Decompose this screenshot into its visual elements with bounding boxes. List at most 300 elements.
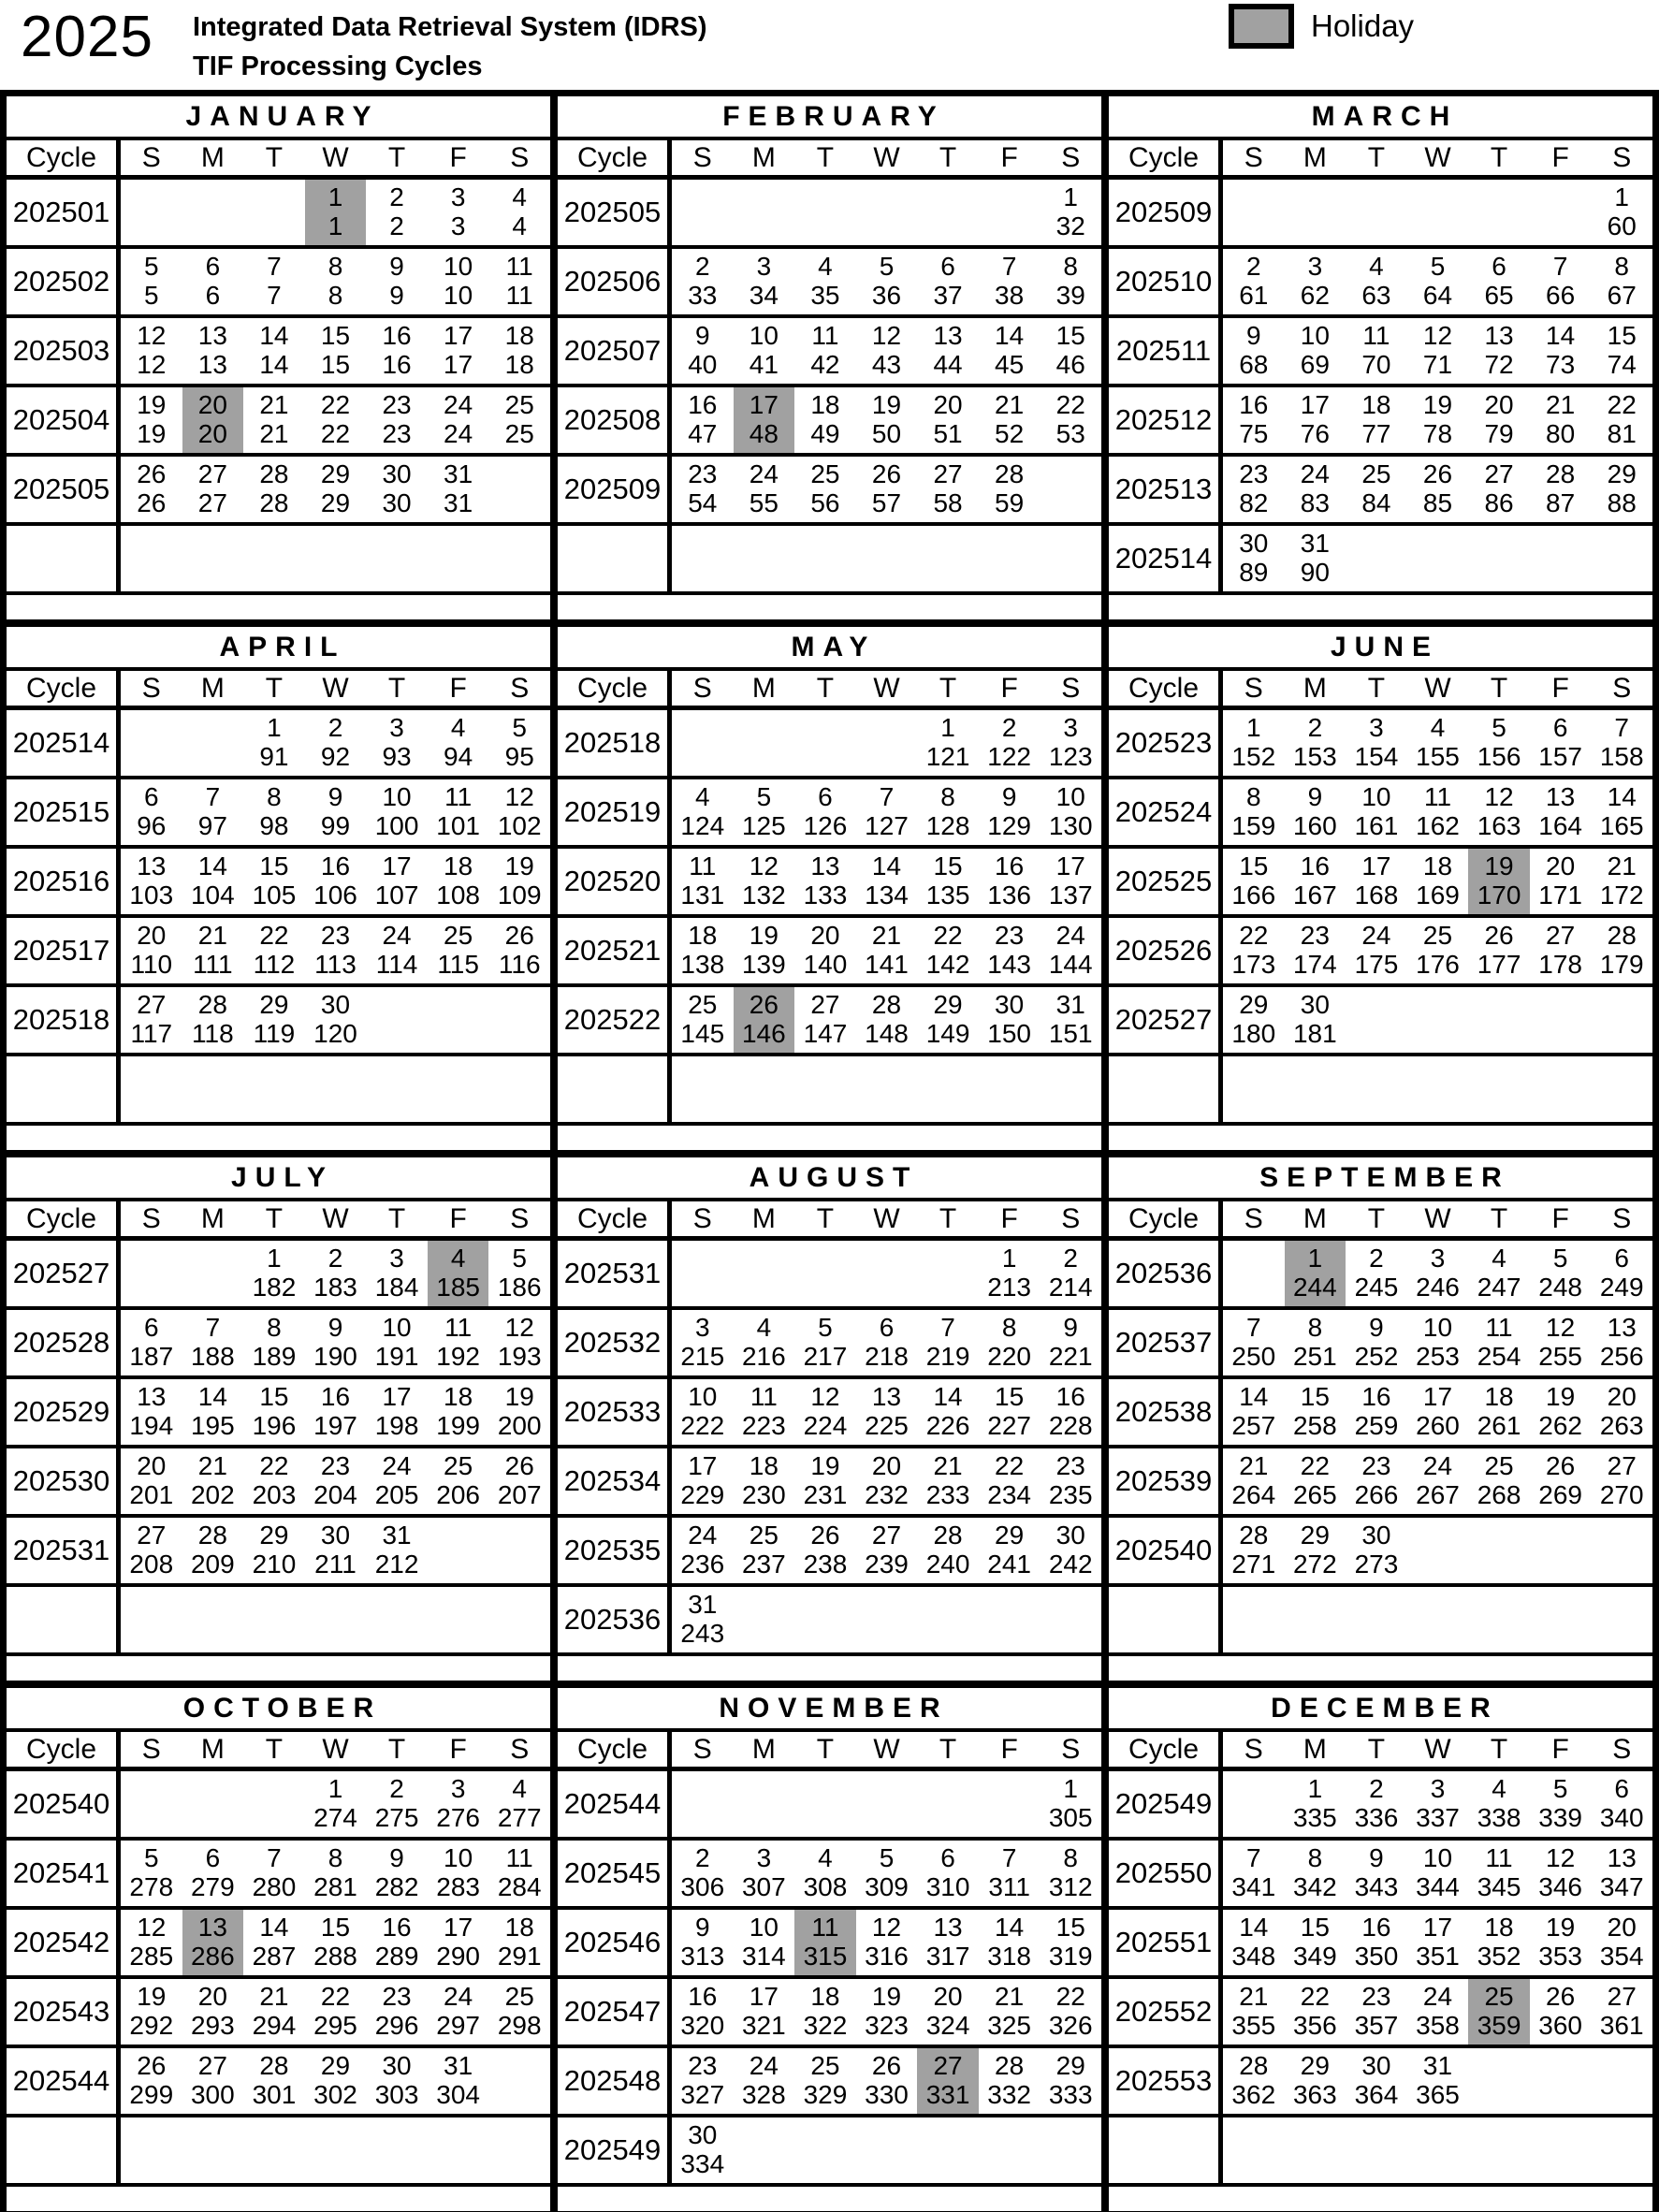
- day-of-week-header: T: [939, 141, 957, 173]
- day-of-year: 239: [865, 1550, 909, 1579]
- day-of-month: 7: [205, 1313, 221, 1342]
- cycle-label: 202532: [558, 1310, 672, 1375]
- cycle-row: [7, 526, 550, 595]
- day-of-week-header: T: [1367, 1733, 1386, 1765]
- day-of-month: 8: [327, 252, 343, 281]
- day-cell: [794, 1518, 856, 1583]
- day-cell: [1285, 1910, 1346, 1975]
- day-of-month: 15: [320, 321, 351, 350]
- day-of-week-header: W: [322, 1202, 349, 1234]
- day-of-month: 4: [818, 252, 833, 281]
- day-cell: [1468, 1771, 1530, 1837]
- day-of-month: 18: [1484, 1913, 1514, 1942]
- day-of-week-header: M: [1302, 1202, 1327, 1234]
- day-of-month: 15: [1055, 321, 1085, 350]
- day-of-year: 179: [1599, 950, 1644, 979]
- day-of-month: 8: [1063, 1843, 1078, 1872]
- cycle-row: [1109, 710, 1652, 779]
- day-of-month: 18: [444, 1382, 473, 1411]
- day-of-year: 261: [1477, 1411, 1521, 1440]
- day-cell: [856, 318, 918, 384]
- day-cell: [1530, 1056, 1592, 1122]
- day-of-year: 201: [129, 1480, 174, 1509]
- day-of-month: 13: [1607, 1843, 1637, 1872]
- cycle-column-header: Cycle: [1109, 1732, 1223, 1767]
- day-of-month: 18: [1422, 851, 1453, 880]
- day-of-year: 79: [1484, 419, 1514, 448]
- month-footer: [558, 2187, 1101, 2211]
- day-of-month: 13: [933, 1913, 963, 1942]
- day-of-month: 26: [1484, 921, 1514, 950]
- day-cell: [428, 1910, 489, 1975]
- month-title: JUNE: [1109, 627, 1652, 671]
- day-cell: [672, 1379, 734, 1445]
- day-of-month: 17: [382, 1382, 412, 1411]
- day-cell: [488, 1587, 550, 1652]
- day-cell: [305, 987, 367, 1053]
- day-cell: [1223, 1241, 1285, 1306]
- day-of-month: 14: [1607, 782, 1637, 811]
- day-of-year: 46: [1055, 350, 1085, 379]
- day-of-month: 6: [879, 1313, 895, 1342]
- day-cell: [366, 779, 428, 845]
- day-cell: [428, 387, 489, 453]
- day-of-month: 28: [995, 459, 1025, 488]
- day-cell: [305, 457, 367, 522]
- day-cell: [121, 526, 182, 591]
- day-of-year: 188: [190, 1342, 235, 1371]
- cycle-row: [558, 1518, 1101, 1587]
- day-of-month: 16: [1361, 1382, 1391, 1411]
- day-of-year: 153: [1292, 742, 1337, 771]
- day-of-month: 20: [933, 1982, 963, 2011]
- day-of-year: 100: [374, 811, 419, 840]
- day-of-year: 335: [1292, 1803, 1337, 1832]
- day-of-month: 25: [1422, 921, 1453, 950]
- day-of-month: 22: [1300, 1982, 1330, 2011]
- day-of-week-header: M: [200, 141, 225, 173]
- day-of-year: 146: [741, 1019, 786, 1048]
- day-of-month: 19: [1422, 390, 1453, 419]
- day-cell: [917, 1310, 979, 1375]
- day-of-year: 221: [1048, 1342, 1093, 1371]
- day-of-month: 3: [756, 1843, 772, 1872]
- day-of-year: 355: [1231, 2011, 1276, 2040]
- day-cell: [1530, 249, 1592, 314]
- day-of-month: 4: [818, 1843, 833, 1872]
- day-cell: [1591, 2048, 1652, 2114]
- day-of-month: 19: [871, 1982, 902, 2011]
- day-cell: [1285, 849, 1346, 914]
- day-of-year: 225: [865, 1411, 909, 1440]
- day-of-year: 167: [1292, 880, 1337, 910]
- day-cell: [1346, 1448, 1407, 1514]
- day-of-year: 93: [382, 742, 412, 771]
- day-of-year: 44: [933, 350, 963, 379]
- day-cell: [428, 457, 489, 522]
- day-of-month: 22: [320, 1982, 351, 2011]
- day-cell: [734, 918, 795, 983]
- day-cell: [734, 249, 795, 314]
- day-of-year: 354: [1599, 1942, 1644, 1971]
- day-cell: [1223, 987, 1285, 1053]
- day-of-year: 182: [252, 1273, 297, 1302]
- cycle-label: 202551: [1109, 1910, 1223, 1975]
- cycle-label: 202519: [558, 779, 672, 845]
- day-of-month: 12: [1422, 321, 1453, 350]
- day-cell: [488, 1310, 550, 1375]
- day-of-year: 276: [436, 1803, 480, 1832]
- day-of-month: 1: [1063, 182, 1078, 211]
- day-cell: [1040, 180, 1101, 245]
- day-of-year: 217: [803, 1342, 848, 1371]
- cycle-label: 202504: [7, 387, 121, 453]
- day-cell: [488, 918, 550, 983]
- month-footer: [558, 595, 1101, 619]
- day-of-month: 9: [1307, 782, 1323, 811]
- day-cell: [979, 457, 1041, 522]
- day-of-month: 12: [504, 1313, 534, 1342]
- day-of-month: 19: [1484, 851, 1514, 880]
- day-cell: [1285, 1448, 1346, 1514]
- day-of-year: 362: [1231, 2080, 1276, 2109]
- day-of-year: 40: [688, 350, 718, 379]
- day-cell: [1468, 526, 1530, 591]
- day-of-year: 200: [497, 1411, 542, 1440]
- day-of-month: 22: [320, 390, 351, 419]
- day-of-month: 5: [143, 1843, 159, 1872]
- day-of-month: 27: [137, 990, 167, 1019]
- day-cell: [979, 1518, 1041, 1583]
- day-of-month: 29: [1300, 1521, 1330, 1550]
- day-of-month: 2: [1245, 252, 1261, 281]
- day-of-year: 340: [1599, 1803, 1644, 1832]
- day-of-year: 121: [925, 742, 970, 771]
- day-of-year: 249: [1599, 1273, 1644, 1302]
- day-cell: [1530, 180, 1592, 245]
- day-of-year: 211: [314, 1550, 357, 1579]
- day-of-week-header: M: [751, 1733, 776, 1765]
- day-of-month: 1: [1307, 1774, 1323, 1803]
- day-cell: [243, 1310, 305, 1375]
- day-cell: [366, 457, 428, 522]
- day-cell: [1040, 1841, 1101, 1906]
- day-of-year: 204: [313, 1480, 357, 1509]
- day-of-year: 24: [444, 419, 473, 448]
- day-cell: [794, 1587, 856, 1652]
- day-of-week-header: S: [1244, 672, 1263, 704]
- cycle-label: 202509: [558, 457, 672, 522]
- day-of-month: 7: [1614, 713, 1629, 742]
- cycle-label: 202517: [7, 918, 121, 983]
- day-cell: [1285, 1841, 1346, 1906]
- cycle-row: [1109, 2048, 1652, 2117]
- day-of-month: 13: [810, 851, 840, 880]
- day-cell: [243, 2117, 305, 2183]
- day-cell: [182, 987, 244, 1053]
- day-of-year: 131: [680, 880, 725, 910]
- day-of-month: 4: [1430, 713, 1446, 742]
- day-cell: [182, 1587, 244, 1652]
- day-cell: [243, 1979, 305, 2045]
- day-of-year: 123: [1048, 742, 1093, 771]
- day-of-year: 1: [327, 211, 343, 240]
- day-of-month: 28: [197, 1521, 227, 1550]
- day-of-year: 178: [1538, 950, 1582, 979]
- day-of-year: 334: [680, 2149, 725, 2178]
- day-of-year: 207: [497, 1480, 542, 1509]
- day-cell: [794, 457, 856, 522]
- day-of-month: 12: [1546, 1843, 1576, 1872]
- cycle-column-header: Cycle: [7, 671, 121, 706]
- day-cell: [1285, 526, 1346, 591]
- day-of-year: 48: [749, 419, 779, 448]
- day-of-week-header: F: [1551, 141, 1569, 173]
- cycle-label: 202505: [7, 457, 121, 522]
- day-of-year: 97: [197, 811, 227, 840]
- cycle-label: 202534: [558, 1448, 672, 1514]
- day-of-year: 236: [680, 1550, 725, 1579]
- day-cell: [1223, 1448, 1285, 1514]
- day-of-month: 20: [197, 390, 227, 419]
- day-cell: [121, 1979, 182, 2045]
- day-of-month: 30: [1239, 529, 1269, 558]
- day-of-year: 165: [1599, 811, 1644, 840]
- day-of-month: 25: [749, 1521, 779, 1550]
- day-of-month: 1: [1001, 1244, 1017, 1273]
- day-cell: [366, 387, 428, 453]
- day-of-month: 29: [320, 459, 351, 488]
- day-cell: [856, 180, 918, 245]
- day-cell: [121, 779, 182, 845]
- day-cell: [1591, 1518, 1652, 1583]
- day-of-month: 3: [389, 713, 404, 742]
- day-of-month: 24: [688, 1521, 718, 1550]
- day-cell: [1407, 1587, 1469, 1652]
- day-of-year: 104: [190, 880, 235, 910]
- day-cell: [182, 1518, 244, 1583]
- month-title: DECEMBER: [1109, 1688, 1652, 1732]
- day-of-week-header: F: [449, 672, 467, 704]
- day-of-week-header: S: [1061, 1202, 1081, 1234]
- day-cell: [794, 249, 856, 314]
- day-of-month: 21: [995, 390, 1025, 419]
- day-cell: [1407, 457, 1469, 522]
- day-cell: [1407, 1841, 1469, 1906]
- day-of-month: 2: [694, 1843, 710, 1872]
- day-cell: [1223, 1587, 1285, 1652]
- day-cell: [428, 2117, 489, 2183]
- day-cell: [1346, 180, 1407, 245]
- day-of-month: 29: [1239, 990, 1269, 1019]
- day-cell: [1591, 180, 1652, 245]
- day-of-year: 218: [865, 1342, 909, 1371]
- cycle-row: [7, 1448, 550, 1518]
- day-of-month: 23: [1361, 1451, 1391, 1480]
- day-of-year: 268: [1477, 1480, 1521, 1509]
- day-of-year: 214: [1048, 1273, 1093, 1302]
- day-of-month: 15: [259, 851, 289, 880]
- day-cell: [428, 1841, 489, 1906]
- day-cell: [917, 1448, 979, 1514]
- day-cell: [1040, 1771, 1101, 1837]
- day-of-year: 31: [444, 488, 473, 517]
- day-of-month: 24: [444, 1982, 473, 2011]
- day-of-year: 323: [865, 2011, 909, 2040]
- day-of-month: 19: [504, 1382, 534, 1411]
- day-of-year: 265: [1292, 1480, 1337, 1509]
- cycle-row: [558, 710, 1101, 779]
- day-of-year: 304: [436, 2080, 480, 2109]
- day-of-year: 305: [1048, 1803, 1093, 1832]
- day-cell: [1591, 918, 1652, 983]
- day-cell: [1223, 387, 1285, 453]
- day-of-month: 12: [871, 321, 902, 350]
- day-of-month: 28: [871, 990, 902, 1019]
- day-of-year: 22: [320, 419, 351, 448]
- day-cell: [1407, 1379, 1469, 1445]
- day-cell: [182, 249, 244, 314]
- cycle-label: 202527: [1109, 987, 1223, 1053]
- cycle-row: [7, 1379, 550, 1448]
- day-of-month: 20: [933, 390, 963, 419]
- cycle-label: 202537: [1109, 1310, 1223, 1375]
- day-cell: [1591, 1979, 1652, 2045]
- day-of-year: 50: [871, 419, 902, 448]
- day-of-month: 24: [382, 1451, 412, 1480]
- day-cell: [1285, 457, 1346, 522]
- day-of-year: 107: [374, 880, 419, 910]
- day-of-month: 7: [879, 782, 895, 811]
- day-of-year: 352: [1477, 1942, 1521, 1971]
- day-cell: [182, 2048, 244, 2114]
- day-cell: [979, 180, 1041, 245]
- day-cell: [243, 987, 305, 1053]
- day-cell: [734, 1448, 795, 1514]
- day-of-year: 252: [1354, 1342, 1399, 1371]
- day-of-month: 22: [259, 921, 289, 950]
- cycle-row: [1109, 457, 1652, 526]
- day-of-month: 15: [1300, 1382, 1330, 1411]
- day-of-year: 262: [1538, 1411, 1582, 1440]
- day-cell: [1530, 526, 1592, 591]
- day-of-month: 10: [444, 252, 473, 281]
- day-of-month: 15: [1055, 1913, 1085, 1942]
- day-of-month: 9: [389, 1843, 404, 1872]
- day-of-week-header: S: [692, 141, 712, 173]
- day-of-year: 244: [1292, 1273, 1337, 1302]
- month-table-february: [554, 93, 1105, 623]
- day-cell: [856, 710, 918, 776]
- day-cell: [366, 1841, 428, 1906]
- cycle-label: 202518: [558, 710, 672, 776]
- day-of-month: 30: [1361, 2051, 1391, 2080]
- day-cell: [1407, 2048, 1469, 2114]
- day-of-month: 1: [267, 713, 282, 742]
- day-of-month: 5: [512, 713, 527, 742]
- day-cell: [979, 1241, 1041, 1306]
- day-of-year: 103: [129, 880, 174, 910]
- day-cell: [1223, 180, 1285, 245]
- day-of-month: 31: [1300, 529, 1330, 558]
- day-cell: [1040, 1518, 1101, 1583]
- day-of-year: 346: [1538, 1872, 1582, 1901]
- day-of-month: 16: [320, 851, 351, 880]
- day-of-year: 75: [1239, 419, 1269, 448]
- day-of-month: 15: [1300, 1913, 1330, 1942]
- cycle-label: 202518: [7, 987, 121, 1053]
- day-of-week-header: W: [322, 672, 349, 704]
- cycle-row: [558, 318, 1101, 387]
- day-of-month: 11: [811, 321, 839, 350]
- day-of-year: 117: [130, 1019, 173, 1048]
- cycle-label: 202507: [558, 318, 672, 384]
- day-of-month: 8: [1307, 1313, 1323, 1342]
- day-cell: [182, 180, 244, 245]
- day-of-month: 28: [1607, 921, 1637, 950]
- day-of-month: 5: [1552, 1774, 1568, 1803]
- day-of-year: 361: [1599, 2011, 1644, 2040]
- day-of-month: 19: [1546, 1382, 1576, 1411]
- day-of-year: 279: [190, 1872, 235, 1901]
- day-of-month: 24: [444, 390, 473, 419]
- day-cell: [1346, 457, 1407, 522]
- cycle-row: [7, 987, 550, 1056]
- day-cell: [121, 918, 182, 983]
- cycle-label: [1109, 1587, 1223, 1652]
- day-cell: [305, 1056, 367, 1122]
- cycle-column-header: Cycle: [1109, 671, 1223, 706]
- cycle-row: [558, 1056, 1101, 1126]
- day-of-month: 14: [197, 851, 227, 880]
- day-of-year: 257: [1231, 1411, 1276, 1440]
- day-of-year: 241: [987, 1550, 1031, 1579]
- day-of-year: 281: [313, 1872, 357, 1901]
- day-of-month: 9: [1369, 1843, 1384, 1872]
- day-cell: [488, 1979, 550, 2045]
- day-of-year: 143: [987, 950, 1031, 979]
- day-of-year: 358: [1416, 2011, 1460, 2040]
- day-of-week-header: T: [1367, 1202, 1386, 1234]
- day-of-year: 247: [1477, 1273, 1521, 1302]
- cycle-row: [7, 180, 550, 249]
- day-of-year: 227: [987, 1411, 1031, 1440]
- day-of-month: 17: [1300, 390, 1330, 419]
- day-cell: [1285, 387, 1346, 453]
- cycle-label: 202544: [7, 2048, 121, 2114]
- day-cell: [1407, 710, 1469, 776]
- day-cell: [366, 1056, 428, 1122]
- day-cell: [672, 2117, 734, 2183]
- day-of-month: 7: [205, 782, 221, 811]
- day-of-month: 23: [382, 1982, 412, 2011]
- day-of-week-header: T: [939, 1202, 957, 1234]
- day-of-year: 224: [803, 1411, 848, 1440]
- day-of-month: 12: [810, 1382, 840, 1411]
- day-cell: [1407, 1910, 1469, 1975]
- cycle-label: 202516: [7, 849, 121, 914]
- day-of-month: 31: [444, 459, 473, 488]
- cycle-row: [558, 1841, 1101, 1910]
- day-cell: [917, 987, 979, 1053]
- day-cell: [1591, 318, 1652, 384]
- day-cell: [366, 710, 428, 776]
- day-of-year: 356: [1292, 2011, 1337, 2040]
- day-of-year: 274: [313, 1803, 357, 1832]
- cycle-row: [1109, 849, 1652, 918]
- day-of-week-header: S: [1244, 1733, 1263, 1765]
- day-cell: [734, 1771, 795, 1837]
